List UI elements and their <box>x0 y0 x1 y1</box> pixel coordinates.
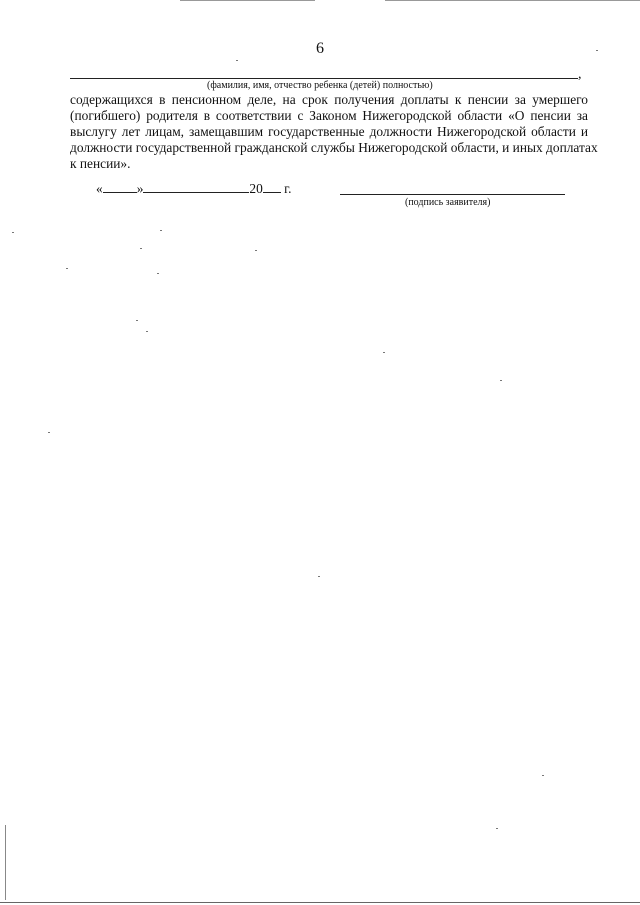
paragraph-line: содержащихся в пенсионном деле, на срок получения доплаты к пенсии за умершего <box>70 92 588 107</box>
scan-speck <box>146 331 148 332</box>
date-year-blank <box>263 180 281 193</box>
paragraph-line: к пенсии». <box>70 156 131 171</box>
scan-speck <box>542 775 544 776</box>
scan-speck <box>140 248 142 249</box>
paragraph-line: (погибшего) родителя в соответствии с Законом Нижегородской области «О пенсии за <box>70 108 588 123</box>
date-month-blank <box>143 180 249 193</box>
date-line <box>96 180 292 197</box>
scan-speck <box>596 50 598 51</box>
paragraph-line: выслугу лет лицам, замещавшим государственные должности Нижегородской области и <box>70 124 588 139</box>
child-name-caption: (фамилия, имя, отчество ребенка (детей) полностью) <box>207 80 433 91</box>
scan-speck <box>318 576 320 577</box>
date-open-quote: « <box>96 181 103 196</box>
scan-speck <box>136 320 138 321</box>
scan-edge-top <box>180 0 315 1</box>
scan-speck <box>160 230 162 231</box>
signature-underline <box>340 194 565 195</box>
paragraph-line: должности государственной гражданской службы Нижегородской области, и иных доплатах <box>70 140 598 155</box>
signature-caption: (подпись заявителя) <box>405 197 491 208</box>
scan-edge-top <box>385 0 640 1</box>
scan-edge-left <box>5 825 6 900</box>
child-name-underline <box>70 78 578 79</box>
scan-speck <box>255 250 257 251</box>
page-number: 6 <box>316 40 324 57</box>
scan-speck <box>66 268 68 269</box>
scan-edge-bottom <box>0 902 640 903</box>
date-close-quote: » <box>136 181 144 196</box>
scan-speck <box>383 352 385 353</box>
scan-speck <box>157 273 159 274</box>
date-day-blank <box>103 180 137 193</box>
child-name-line-comma: , <box>578 67 582 82</box>
scan-speck <box>236 60 238 61</box>
scan-speck <box>12 232 14 233</box>
scan-speck <box>500 380 502 381</box>
pension-paragraph <box>70 92 598 172</box>
scan-speck <box>496 828 498 829</box>
scan-speck <box>48 432 50 433</box>
date-year-prefix: 20 <box>249 181 263 196</box>
date-year-suffix: г. <box>284 181 292 196</box>
